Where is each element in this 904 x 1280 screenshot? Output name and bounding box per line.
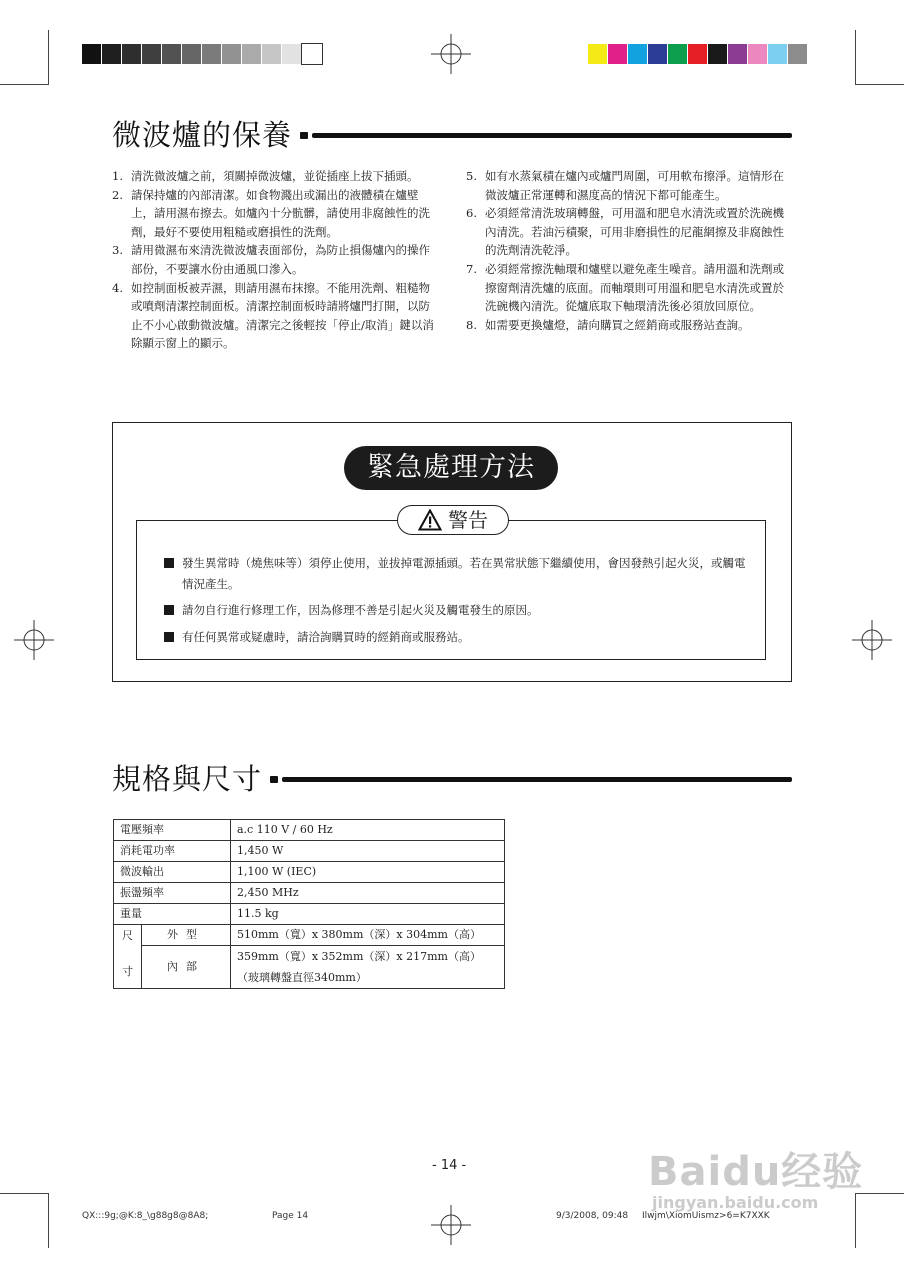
table-row bbox=[114, 820, 505, 841]
inner-label: 內部 bbox=[142, 946, 231, 989]
watermark bbox=[648, 1140, 863, 1212]
crop-mark bbox=[0, 1193, 48, 1194]
inner-note: （玻璃轉盤直徑340mm） bbox=[237, 971, 367, 984]
footer-datetime: 9/3/2008, 09:48 bbox=[556, 1211, 629, 1221]
spec-label: 微波輸出 bbox=[114, 862, 231, 883]
crop-mark bbox=[0, 84, 48, 85]
care-item: 2. 請保持爐的內部清潔。如食物濺出或漏出的液體積在爐壁上，請用濕布擦去。如爐內十分骯髒，請使用非腐蝕性的洗劑，最好不要使用粗糙或磨損性的洗劑。 bbox=[112, 187, 430, 239]
specs-section-title: 規格與尺寸 bbox=[112, 762, 263, 796]
emergency-item: 發生異常時（燒焦味等）須停止使用，並拔掉電源插頭。若在異常狀態下繼續使用，會因發熱引起火災，或觸電情況產生。 bbox=[164, 553, 754, 594]
gray-swatch bbox=[182, 44, 202, 64]
emergency-item: 有任何異常或疑慮時，請洽詢購買時的經銷商或服務站。 bbox=[164, 627, 754, 648]
care-item: 4. 如控制面板被弄濕，則請用濕布抹擦。不能用洗劑、粗糙物或噴劑清潔控制面板。清潔控制面板時請將爐門打開，以防止不小心啟動微波爐。清潔完之後輕按「停止/取消」鍵以消除顯示窗上的顯示。 bbox=[112, 280, 434, 351]
color-swatch bbox=[748, 44, 768, 64]
care-item: 5. 如有水蒸氣積在爐內或爐門周圍，可用軟布擦淨。這情形在微波爐正常運轉和濕度高的情況下都可能產生。 bbox=[466, 169, 784, 202]
registration-mark-icon bbox=[431, 1205, 471, 1245]
color-swatch bbox=[588, 44, 608, 64]
table-row bbox=[114, 883, 505, 904]
registration-mark-icon bbox=[852, 620, 892, 660]
care-section-title: 微波爐的保養 bbox=[112, 118, 293, 152]
care-item: 3. 請用微濕布來清洗微波爐表面部份，為防止損傷爐內的操作部份，不要讓水份由通風口滲入。 bbox=[112, 243, 430, 276]
color-swatch bbox=[708, 44, 728, 64]
gray-swatch bbox=[282, 44, 302, 64]
warning-label-text: 警告 bbox=[448, 508, 488, 532]
spec-value: a.c 110 V / 60 Hz bbox=[231, 820, 505, 841]
watermark-main: Baidu经验 bbox=[648, 1149, 864, 1195]
footer-page-label: Page 14 bbox=[272, 1211, 309, 1221]
emergency-title: 緊急處理方法 bbox=[344, 446, 558, 490]
color-swatch bbox=[768, 44, 788, 64]
spec-value: 1,450 W bbox=[231, 841, 505, 862]
bullet-square-icon bbox=[164, 632, 174, 642]
registration-mark-icon bbox=[14, 620, 54, 660]
inner-value: 359mm（寬）x 352mm（深）x 217mm（高） bbox=[237, 950, 481, 963]
emergency-item: 請勿自行進行修理工作，因為修理不善是引起火災及觸電發生的原因。 bbox=[164, 600, 754, 621]
spec-table bbox=[113, 819, 505, 989]
footer-left-code: QX:::9g;@K:8_\g88g8@8A8; bbox=[82, 1211, 209, 1221]
specs-title-rule bbox=[282, 777, 792, 782]
care-list-right bbox=[466, 167, 792, 334]
table-row bbox=[114, 841, 505, 862]
warning-triangle-icon bbox=[418, 509, 442, 531]
crop-mark bbox=[856, 84, 904, 85]
spec-label: 電壓頻率 bbox=[114, 820, 231, 841]
gray-swatch bbox=[102, 44, 122, 64]
color-swatch bbox=[648, 44, 668, 64]
footer-right-code: Ilwjm\XiomUismz>6=K7XXK bbox=[642, 1211, 770, 1221]
spec-label: 振盪頻率 bbox=[114, 883, 231, 904]
color-swatch bbox=[788, 44, 808, 64]
crop-mark bbox=[855, 30, 856, 85]
color-swatch bbox=[608, 44, 628, 64]
gray-swatch bbox=[82, 44, 102, 64]
color-swatch bbox=[728, 44, 748, 64]
care-list-left bbox=[112, 167, 438, 353]
gray-swatch bbox=[242, 44, 262, 64]
color-calibration-strip bbox=[588, 44, 808, 64]
gray-swatch bbox=[222, 44, 242, 64]
color-swatch bbox=[628, 44, 648, 64]
crop-mark bbox=[48, 1193, 49, 1248]
watermark-sub: jingyan.baidu.com bbox=[652, 1193, 819, 1212]
spec-value: 11.5 kg bbox=[231, 904, 505, 925]
color-swatch bbox=[688, 44, 708, 64]
gray-swatch bbox=[262, 44, 282, 64]
care-item: 1. 清洗微波爐之前，須關掉微波爐，並從插座上拔下插頭。 bbox=[112, 169, 419, 183]
spec-label: 重量 bbox=[114, 904, 231, 925]
warning-label bbox=[397, 505, 509, 535]
gray-swatch bbox=[142, 44, 162, 64]
gray-calibration-strip bbox=[82, 44, 322, 64]
gray-swatch bbox=[202, 44, 222, 64]
table-row bbox=[114, 862, 505, 883]
bullet-square-icon bbox=[164, 605, 174, 615]
bullet-square-icon bbox=[164, 558, 174, 568]
registration-mark-icon bbox=[431, 34, 471, 74]
gray-swatch bbox=[122, 44, 142, 64]
dimension-label: 尺 寸 bbox=[114, 925, 142, 989]
table-row bbox=[114, 904, 505, 925]
emergency-list bbox=[164, 553, 754, 647]
table-row bbox=[114, 925, 505, 946]
page-number: - 14 - bbox=[432, 1158, 467, 1173]
color-swatch bbox=[668, 44, 688, 64]
spec-value: 1,100 W (IEC) bbox=[231, 862, 505, 883]
gray-swatch bbox=[302, 44, 322, 64]
spec-label: 消耗電功率 bbox=[114, 841, 231, 862]
care-item: 8. 如需要更換爐燈，請向購買之經銷商或服務站查詢。 bbox=[466, 317, 750, 332]
care-item: 6. 必須經常清洗玻璃轉盤，可用溫和肥皂水清洗或置於洗碗機內清洗。若油污積聚，可用非磨損性的尼龍網擦及非腐蝕性的洗劑清洗乾淨。 bbox=[466, 206, 784, 258]
outer-label: 外型 bbox=[142, 925, 231, 946]
gray-swatch bbox=[162, 44, 182, 64]
spec-value: 2,450 MHz bbox=[231, 883, 505, 904]
table-row bbox=[114, 946, 505, 989]
crop-mark bbox=[48, 30, 49, 85]
outer-value: 510mm（寬）x 380mm（深）x 304mm（高） bbox=[231, 925, 505, 946]
inner-value-cell bbox=[231, 946, 505, 989]
care-item: 7. 必須經常擦洗軸環和爐壁以避免產生噪音。請用溫和洗劑或擦窗劑清洗爐的底面。而軸環則可用溫和肥皂水清洗或置於洗碗機內清洗。從爐底取下軸環清洗後必須放回原位。 bbox=[466, 261, 784, 314]
care-title-rule bbox=[312, 133, 792, 138]
